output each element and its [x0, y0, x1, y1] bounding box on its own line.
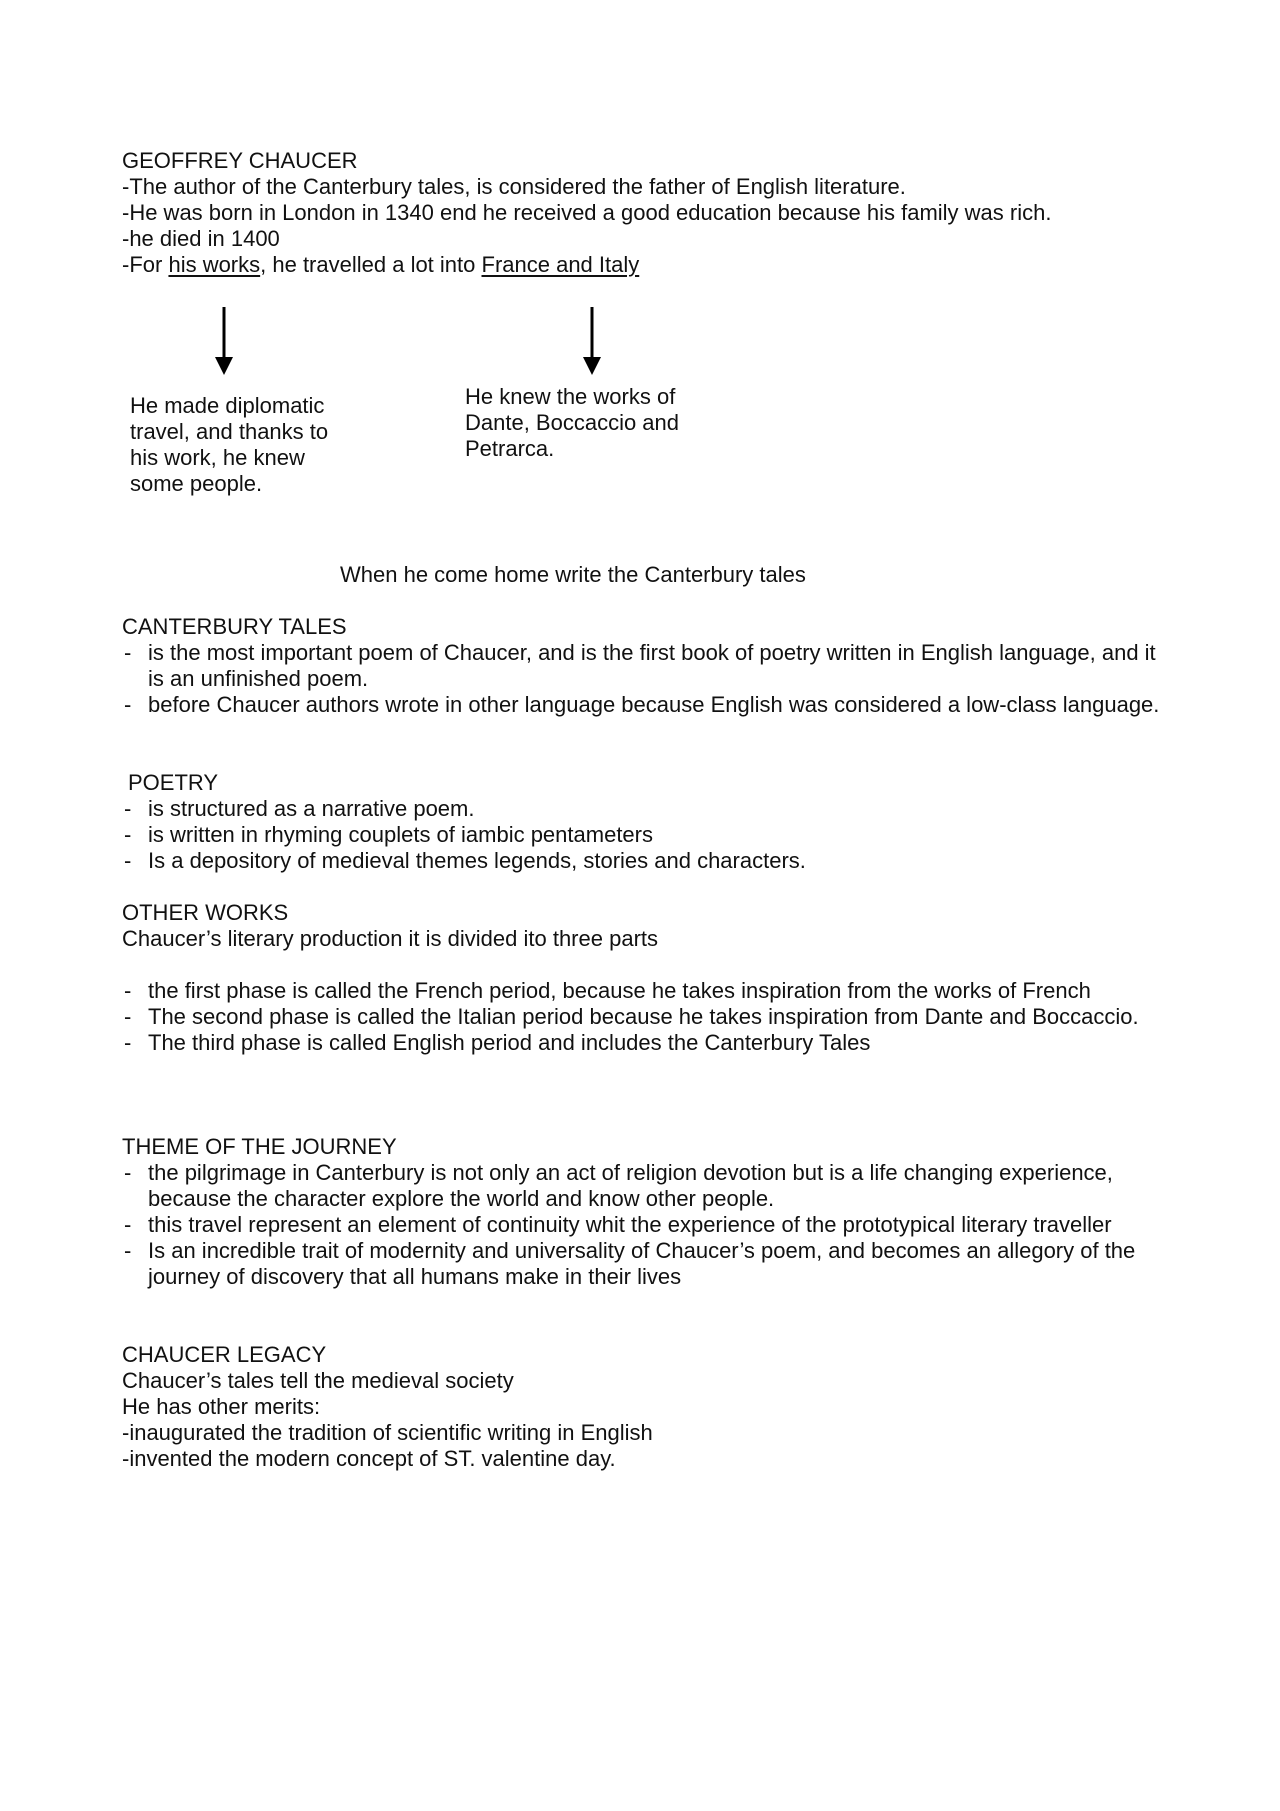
works-line: [122, 252, 1051, 278]
other-works-intro: Chaucer’s literary production it is divided ito three parts: [122, 926, 659, 951]
note-line: He knew the works of: [465, 384, 676, 409]
note-line: Petrarca.: [465, 436, 555, 461]
note-line: travel, and thanks to: [130, 419, 329, 444]
legacy-section: [122, 1342, 653, 1472]
list-item: - is written in rhyming couplets of iambic pentameters: [122, 822, 1162, 848]
france-italy-underlined: France and Italy: [481, 252, 640, 277]
italian-authors-note: [465, 384, 679, 462]
note-line: his work, he knew: [130, 445, 305, 470]
canterbury-tales-list: [122, 640, 1162, 718]
note-line: He made diplomatic: [130, 393, 325, 418]
list-item: - the pilgrimage in Canterbury is not only an act of religion devotion but is a life changing experience, because the character explore the world and know other people.: [122, 1160, 1162, 1212]
down-arrow-icon: [580, 305, 604, 375]
list-item: - before Chaucer authors wrote in other language because English was considered a low-class language.: [122, 692, 1162, 718]
other-works-list: [122, 978, 1162, 1056]
section-title: GEOFFREY CHAUCER: [122, 148, 358, 173]
other-works-section: [122, 900, 1162, 1056]
journey-list: [122, 1160, 1162, 1290]
legacy-line: Chaucer’s tales tell the medieval society: [122, 1368, 514, 1393]
intro-line: -The author of the Canterbury tales, is considered the father of English literature.: [122, 174, 906, 199]
note-line: Dante, Boccaccio and: [465, 410, 680, 435]
works-prefix: -For: [122, 252, 169, 277]
list-item: - this travel represent an element of continuity whit the experience of the prototypical literary traveller: [122, 1212, 1162, 1238]
intro-line: -he died in 1400: [122, 226, 280, 251]
poetry-list: [122, 796, 1162, 874]
his-works-underlined: his works: [168, 252, 261, 277]
poetry-section: [122, 770, 1162, 874]
legacy-line: -invented the modern concept of ST. valentine day.: [122, 1446, 616, 1471]
legacy-line: He has other merits:: [122, 1394, 321, 1419]
list-item: - Is a depository of medieval themes legends, stories and characters.: [122, 848, 1162, 874]
section-title: POETRY: [128, 770, 219, 795]
list-item: - the first phase is called the French period, because he takes inspiration from the works of French: [122, 978, 1162, 1004]
list-item: - The third phase is called English period and includes the Canterbury Tales: [122, 1030, 1162, 1056]
down-arrow-icon: [212, 305, 236, 375]
intro-line: -He was born in London in 1340 end he received a good education because his family was rich.: [122, 200, 1052, 225]
intro-section: [122, 148, 1051, 278]
works-middle: , he travelled a lot into: [260, 252, 482, 277]
journey-section: [122, 1134, 1162, 1290]
canterbury-tales-section: [122, 614, 1162, 718]
list-item: - is structured as a narrative poem.: [122, 796, 1162, 822]
conclusion-line: When he come home write the Canterbury tales: [340, 562, 806, 587]
section-title: CANTERBURY TALES: [122, 614, 347, 639]
list-item: - is the most important poem of Chaucer, and is the first book of poetry written in English language, and it is an unfinished poem.: [122, 640, 1162, 692]
section-title: OTHER WORKS: [122, 900, 289, 925]
list-item: - Is an incredible trait of modernity and universality of Chaucer’s poem, and becomes an allegory of the journey of discovery that all humans make in their lives: [122, 1238, 1162, 1290]
list-item: - The second phase is called the Italian period because he takes inspiration from Dante and Boccaccio.: [122, 1004, 1162, 1030]
note-line: some people.: [130, 471, 263, 496]
section-title: THEME OF THE JOURNEY: [122, 1134, 397, 1159]
section-title: CHAUCER LEGACY: [122, 1342, 327, 1367]
legacy-line: -inaugurated the tradition of scientific writing in English: [122, 1420, 653, 1445]
diplomatic-travel-note: [130, 393, 328, 497]
